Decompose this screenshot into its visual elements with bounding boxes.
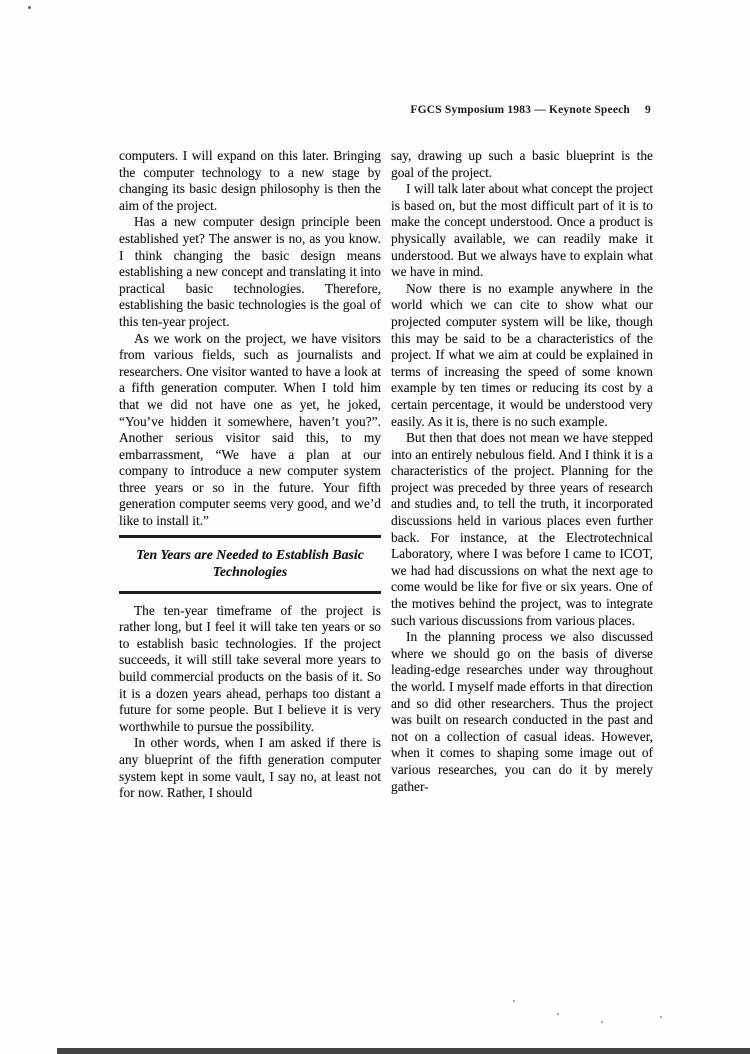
paragraph: I will talk later about what concept the project is based on, but the most difficult part of it is to make the concept understood. Once a product is physically available, we can readily make it understood. But we always have to explain what we have in mind. xyxy=(391,181,653,280)
paragraph: As we work on the project, we have visitors from various fields, such as journalists and researchers. One visitor wanted to have a look at a fifth generation computer. When I told him that we did not have one as yet, he joked, “You’ve hidden it somewhere, haven’t you?”. Another serious visitor said this, to my embarrassment, “We have a plan at our company to introduce a new computer system three years or so in the future. Your fifth generation computer seems very good, and we’d like to install it.” xyxy=(119,330,381,529)
scan-speck xyxy=(601,1021,603,1023)
running-header xyxy=(0,104,651,116)
paragraph: computers. I will expand on this later. Bringing the computer technology to a new stage by changing its basic design philosophy is then the aim of the project. xyxy=(119,148,381,213)
paragraph: In other words, when I am asked if there is any blueprint of the fifth generation computer system kept in some vault, I say no, at least not for now. Rather, I should xyxy=(119,735,381,801)
running-header-title: FGCS Symposium 1983 — Keynote Speech xyxy=(410,104,631,116)
paragraph: Now there is no example anywhere in the world which we can cite to show what our projected computer system will be like, though this may be said to be a characteristics of the project. If what we aim at could be explained in terms of increasing the speed of some known example by ten times or reducing its cost by a certain percentage, it would be understood very easily. As it is, there is no such example. xyxy=(391,280,653,429)
scan-speck xyxy=(28,6,31,9)
paragraph: say, drawing up such a basic blueprint is the goal of the project. xyxy=(391,148,653,180)
paragraph: The ten-year timeframe of the project is rather long, but I feel it will take ten years or so to establish basic technologies. If the project succeeds, it will still take several more years to build commercial products on the basis of it. So it is a dozen years ahead, perhaps too distant a future for some people. But I believe it is very worthwhile to pursue the possibility. xyxy=(119,602,381,734)
paragraph: But then that does not mean we have stepped into an entirely nebulous field. And I think it is a characteristics of the project. Planning for the project was preceded by three years of research and studies and, to tell the truth, it incorporated discussions held in various places even further back. For instance, at the Electrotechnical Laboratory, where I was before I came to ICOT, we had had discussions on what the next age to come would be like for five or six years. One of the motives behind the project, was to integrate such various discussions from various places. xyxy=(391,430,653,628)
scan-speck xyxy=(557,1013,559,1015)
scan-speck xyxy=(513,1000,515,1002)
scan-speck xyxy=(660,1016,662,1018)
paragraph: In the planning process we also discussed where we should go on the basis of diverse leading-edge researches under way throughout the world. I myself made efforts in that direction and so did other researchers. Thus the project was built on research conducted in the past and not on a collection of casual ideas. However, when it comes to shaping some image out of various researches, you can do it by merely gather- xyxy=(391,629,653,794)
page-number: 9 xyxy=(645,104,651,116)
section-heading: Ten Years are Needed to Establish Basic Technologies xyxy=(119,535,381,594)
scanner-page-edge-artifact xyxy=(57,1048,750,1054)
left-text-column xyxy=(119,148,381,802)
paragraph: Has a new computer design principle been established yet? The answer is no, as you know. I think changing the basic design means establishing a new concept and translating it into practical basic technologies. Therefore, establishing the basic technologies is the goal of this ten-year project. xyxy=(119,214,381,329)
right-text-column xyxy=(391,148,653,795)
